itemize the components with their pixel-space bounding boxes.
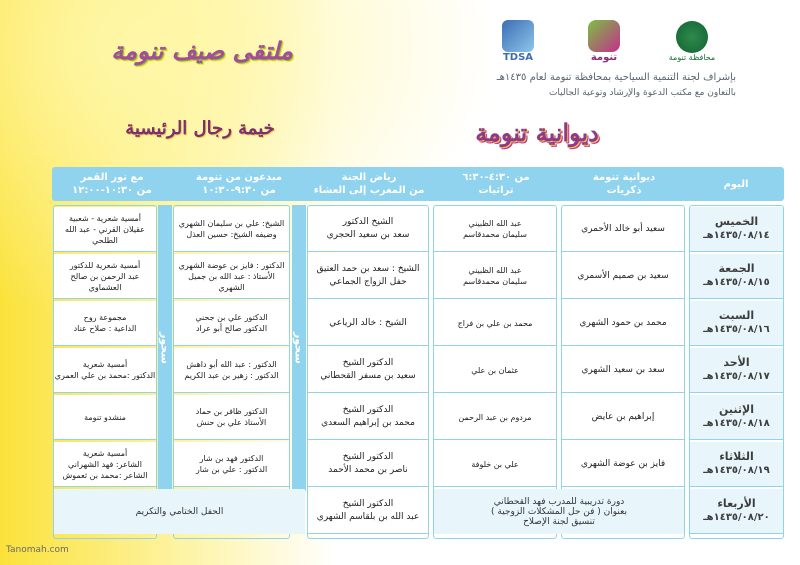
header-day: اليوم xyxy=(723,178,749,190)
closing-ceremony-cell: الحفل الختامي والتكريم xyxy=(54,489,305,534)
nour-cell xyxy=(54,348,156,393)
day-cell-line: ١٤٣٥/٠٨/١٤هـ xyxy=(703,230,770,241)
turathiyat-cell xyxy=(434,301,556,346)
turathiyat-cell-line: عثمان بن علي xyxy=(471,365,519,375)
nour-cell xyxy=(54,207,156,252)
mubdioon-cell-line: وضيفه الشيخ: حسين العذل xyxy=(186,230,277,239)
mubdioon-cell-line: الدكتور علي بن جحني xyxy=(195,313,268,322)
riyad-cell-line: سعيد بن مسفر القحطاني xyxy=(320,371,416,381)
nour-cell-line: عقيلان القرني - عبد الله الطلحي xyxy=(65,224,145,245)
day-cell-line: ١٤٣٥/٠٨/١٩هـ xyxy=(703,465,770,476)
day-cell-line: ١٤٣٥/٠٨/١٨هـ xyxy=(703,418,770,429)
turathiyat-cell-line: محمد بن علي بن فراج xyxy=(457,318,533,328)
day-cell-line: الأربعاء xyxy=(717,497,756,510)
nour-cell xyxy=(54,301,156,346)
palm-swords-emblem-icon xyxy=(676,21,708,53)
turathiyat-cell-line: عبد الله الظبيني xyxy=(468,266,522,275)
day-cell xyxy=(690,395,783,440)
diwaniya-cell xyxy=(562,207,684,252)
header-mubdioon: مبدعون من تنومة من ٩:٣٠-١٠:٣٠ xyxy=(195,172,283,196)
diwaniya-cell xyxy=(562,442,684,487)
diwaniya-cell xyxy=(562,301,684,346)
mubdioon-cell-line: الأستاذ علي بن حنش xyxy=(196,418,267,427)
day-cell-line: ١٤٣٥/٠٨/١٦هـ xyxy=(703,324,770,335)
turathiyat-cell xyxy=(434,207,556,252)
mubdioon-cell-line: الأستاذ : عبد الله بن جميل الشهري xyxy=(188,271,275,292)
day-cell xyxy=(690,442,783,487)
diwaniya-cell-line: سعد بن سعيد الشهري xyxy=(581,364,665,375)
turathiyat-cell xyxy=(434,254,556,299)
day-cell xyxy=(690,207,783,252)
diwaniya-cell-line: محمد بن حمود الشهري xyxy=(579,317,667,328)
nour-cell-line: أمسية شعرية xyxy=(82,448,128,458)
diwaniya-cell xyxy=(562,254,684,299)
turathiyat-cell-line: مردوم بن عبد الرحمن xyxy=(458,412,532,422)
riyad-cell-line: الدكتور الشيخ xyxy=(342,452,394,462)
mubdioon-cell xyxy=(174,207,289,252)
turathiyat-cell-line: علي بن خلوفة xyxy=(471,459,519,469)
riyad-cell-line: ناصر بن محمد الأحمد xyxy=(328,465,408,475)
training-course-line: دورة تدريبية للمدرب فهد القحطاني xyxy=(493,496,625,507)
diwaniya-cell xyxy=(562,348,684,393)
riyad-cell xyxy=(308,207,428,252)
riyad-cell-line: الشيخ : سعد بن حمد العتيق xyxy=(316,264,420,274)
day-cell xyxy=(690,489,783,534)
riyad-cell-line: الدكتور الشيخ xyxy=(342,358,394,368)
nour-cell-line: أمسية شعرية للدكتور xyxy=(69,260,141,270)
day-cell-line: الثلاثاء xyxy=(719,450,754,463)
turathiyat-cell-line: عبد الله الظبيني xyxy=(468,219,522,228)
cooperation-line: بالتعاون مع مكتب الدعوة والإرشاد وتوعية الجاليات xyxy=(548,88,736,98)
nour-cell xyxy=(54,254,156,299)
logo-strip xyxy=(490,18,790,68)
nour-cell-line: مجموعة روح xyxy=(83,313,127,322)
riyad-cell xyxy=(308,442,428,487)
day-cell-line: الأحد xyxy=(723,356,750,369)
mubdioon-cell xyxy=(174,442,289,487)
nour-cell-line: منشدو تنومة xyxy=(84,412,126,422)
diwaniya-cell-line: فايز بن عوضة الشهري xyxy=(580,458,666,469)
riyad-cell xyxy=(308,254,428,299)
diwaniya-cell-line: سعيد بن صميم الأسمري xyxy=(577,270,669,281)
tdsa-logo-icon xyxy=(502,20,534,52)
watermark: Tanomah.com xyxy=(6,545,69,555)
header-riyad: رياض الجنة من المغرب إلى العشاء xyxy=(313,172,425,196)
sahoor-bar-riyad: سحور xyxy=(292,205,306,491)
sahoor-bar-mubdioon: سحور xyxy=(158,205,172,491)
diwaniya-cell xyxy=(562,395,684,440)
mubdioon-cell-line: الدكتور ظافر بن حماد xyxy=(195,407,268,416)
nour-cell-line: الشاعر :محمد بن ثعموش xyxy=(62,470,148,480)
day-cell-line: الجمعة xyxy=(718,262,755,275)
day-cell-line: الخميس xyxy=(714,215,759,228)
schedule-table xyxy=(52,167,784,539)
mubdioon-cell-line: الدكتور صالح أبو عراد xyxy=(195,324,268,333)
table-header xyxy=(52,167,784,201)
riyad-cell-line: سعد بن سعيد الحجري xyxy=(326,230,410,240)
mubdioon-cell-line: الدكتور فهد بن شار xyxy=(199,454,264,463)
riyad-cell xyxy=(308,348,428,393)
riyad-cell xyxy=(308,301,428,346)
riyad-cell-line: الشيخ الدكتور xyxy=(342,217,394,227)
diwaniya-cell-line: سعيد أبو خالد الأحمري xyxy=(581,223,665,234)
nour-cell-line: أمسية شعرية xyxy=(82,360,128,369)
day-cell xyxy=(690,254,783,299)
riyad-cell-line: الشيخ : خالد الرياعي xyxy=(329,317,407,328)
day-cell xyxy=(690,348,783,393)
header-turathiyat: من ٤:٣٠-٦:٣٠ تراثيات xyxy=(462,172,530,196)
riyad-cell-line: حفل الزواج الجماعي xyxy=(329,277,407,287)
turathiyat-cell-line: سليمان محمدقاسم xyxy=(463,277,527,286)
training-course-cell xyxy=(434,489,684,534)
supervision-line: بإشراف لجنة التنمية السياحية بمحافظة تنومة لعام ١٤٣٥هـ xyxy=(496,72,736,83)
riyad-cell xyxy=(308,395,428,440)
mubdioon-cell-line: الدكتور : فايز بن عوضة الشهري xyxy=(178,260,285,270)
day-cell-line: ١٤٣٥/٠٨/١٥هـ xyxy=(703,277,770,288)
main-tent-title: خيمة رجال الرئيسية xyxy=(125,118,275,139)
nour-cell-line: الداعية : صلاح عناد xyxy=(73,324,137,333)
day-cell-line: ١٤٣٥/٠٨/٢٠هـ xyxy=(703,512,770,523)
tdsa-logo: TDSA xyxy=(490,18,546,64)
diwaniya-cell-line: إبراهيم بن عايض xyxy=(591,411,655,422)
day-cell-line: السبت xyxy=(718,309,755,322)
nour-cell-line: الشاعر: فهد الشهراني xyxy=(68,459,142,469)
mubdioon-cell-line: الدكتور : زهير بن عبد الكريم xyxy=(184,371,279,380)
turathiyat-cell xyxy=(434,442,556,487)
header-diwaniya: ديوانية تنومة ذكريات xyxy=(592,172,656,196)
nour-cell-line: أمسية شعرية - شعبية xyxy=(68,213,142,223)
riyad-cell-line: الدكتور الشيخ xyxy=(342,405,394,415)
turathiyat-cell-line: سليمان محمدقاسم xyxy=(463,230,527,239)
turathiyat-cell xyxy=(434,348,556,393)
governorate-logo: محافظة تنومة xyxy=(662,18,722,64)
diwaniya-title: ديوانية تنومة xyxy=(475,118,599,147)
mubdioon-cell xyxy=(174,301,289,346)
tanomah-logo-icon xyxy=(588,20,620,52)
training-course-line: بعنوان ( فن حل المشكلات الزوجية ) xyxy=(491,506,627,517)
tanomah-logo: تنومة xyxy=(576,18,632,64)
header-nour: مع نور القمر من ١٠:٣٠-١٢:٠٠ xyxy=(72,172,152,196)
mubdioon-cell xyxy=(174,254,289,299)
nour-cell xyxy=(54,395,156,440)
nour-cell-line: عبد الرحمن بن صالح العشماوي xyxy=(70,271,140,292)
day-cell-line: ١٤٣٥/٠٨/١٧هـ xyxy=(703,371,770,382)
mubdioon-cell-line: الشيخ: علي بن سليمان الشهري xyxy=(178,219,285,228)
riyad-cell-line: محمد بن إبراهيم السعدي xyxy=(321,418,415,428)
turathiyat-cell xyxy=(434,395,556,440)
mubdioon-cell-line: الدكتور : عبد الله أبو داهش xyxy=(186,360,277,369)
mubdioon-cell xyxy=(174,348,289,393)
riyad-cell-line: الدكتور الشيخ xyxy=(342,499,394,509)
nour-cell xyxy=(54,442,156,487)
nour-cell-line: الدكتور :محمد بن علي العمري xyxy=(54,371,156,380)
riyad-cell xyxy=(308,489,428,534)
riyad-cell-line: عبد الله بن بلقاسم الشهري xyxy=(316,512,420,522)
day-cell xyxy=(690,301,783,346)
summer-forum-title: ملتقى صيف تنومة xyxy=(111,36,293,65)
training-course-line: تنسيق لجنة الإصلاح xyxy=(523,516,595,527)
mubdioon-cell xyxy=(174,395,289,440)
day-cell-line: الإثنين xyxy=(719,403,754,416)
mubdioon-cell-line: الدكتور : علي بن شار xyxy=(195,465,268,474)
